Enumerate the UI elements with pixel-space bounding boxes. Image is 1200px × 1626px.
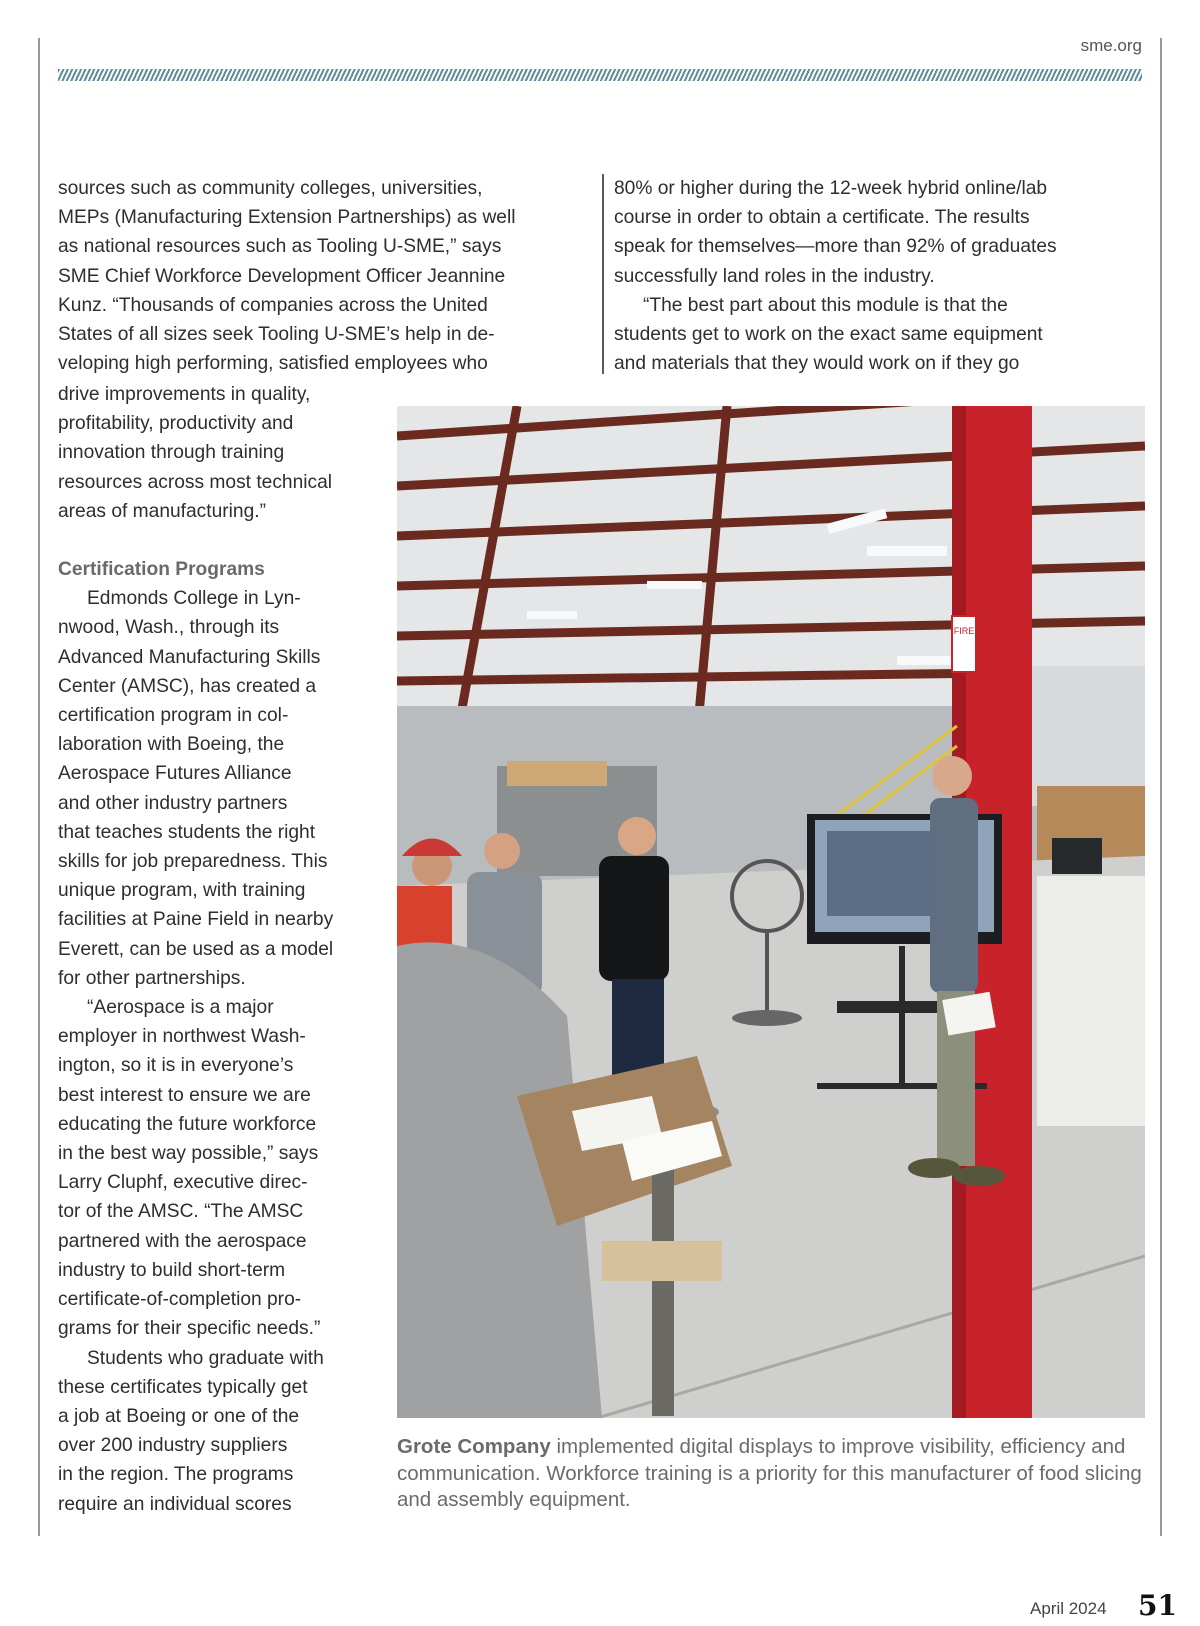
text-line: ington, so it is in everyone’s	[58, 1055, 294, 1077]
text-line: these certificates typically get	[58, 1376, 308, 1398]
caption-text: implemented digital displays to improve visibility, efficiency and communication. Workforce training is a priority for this manufacturer of food slicing and assembly equipment.	[397, 1435, 1142, 1511]
column-a	[58, 174, 590, 378]
text-line: sources such as community colleges, universities,	[58, 178, 483, 199]
text-line: profitability, productivity and	[58, 413, 294, 435]
text-line: “The best part about this module is that the	[643, 294, 1008, 316]
section-heading: Certification Programs	[58, 559, 265, 581]
column-separator	[602, 174, 604, 374]
text-line: a job at Boeing or one of the	[58, 1405, 300, 1427]
text-line: veloping high performing, satisfied employees who	[58, 353, 488, 375]
factory-training-photo	[397, 406, 1145, 1418]
text-line: innovation through training	[58, 442, 285, 464]
text-line: require an individual scores	[58, 1493, 292, 1515]
text-line: resources across most technical	[58, 471, 333, 493]
text-line: drive improvements in quality,	[58, 384, 311, 405]
narrow-column	[58, 380, 380, 1519]
text-line: employer in northwest Wash-	[58, 1026, 306, 1048]
text-line: over 200 industry suppliers	[58, 1435, 288, 1457]
text-line: areas of manufacturing.”	[58, 500, 266, 522]
text-line: Aerospace Futures Alliance	[58, 763, 292, 785]
text-line: MEPs (Manufacturing Extension Partnerships) as well	[58, 207, 516, 229]
text-line: “Aerospace is a major	[87, 997, 274, 1019]
text-line: and other industry partners	[58, 792, 288, 814]
text-line: nwood, Wash., through its	[58, 617, 280, 639]
text-line: in the region. The programs	[58, 1464, 294, 1486]
text-line: speak for themselves—more than 92% of graduates	[614, 236, 1057, 258]
text-line: 80% or higher during the 12-week hybrid online/lab	[614, 178, 1048, 199]
site-url: sme.org	[1080, 36, 1142, 55]
left-margin-rule	[38, 38, 40, 1536]
fire-sign-text: FIRE	[953, 626, 975, 636]
issue-date: April 2024	[1030, 1599, 1107, 1618]
text-line: Students who graduate with	[87, 1347, 324, 1369]
text-line: and materials that they would work on if they go	[614, 353, 1020, 375]
text-line: SME Chief Workforce Development Officer Jeannine	[58, 265, 506, 287]
text-line: Center (AMSC), has created a	[58, 675, 317, 697]
text-line: Advanced Manufacturing Skills	[58, 646, 321, 668]
text-line: facilities at Paine Field in nearby	[58, 909, 334, 931]
caption-company: Grote Company	[397, 1435, 551, 1458]
page-number: 51	[1138, 1589, 1177, 1622]
text-line: partnered with the aerospace	[58, 1230, 307, 1252]
text-line: Edmonds College in Lyn-	[87, 588, 301, 610]
text-line: Larry Cluphf, executive direc-	[58, 1172, 308, 1194]
text-line: industry to build short-term	[58, 1259, 286, 1281]
text-line: for other partnerships.	[58, 967, 246, 989]
text-line: States of all sizes seek Tooling U-SME’s help in de-	[58, 324, 495, 346]
text-line: grams for their specific needs.”	[58, 1318, 321, 1340]
text-line: students get to work on the exact same equipment	[614, 324, 1043, 346]
text-line: Everett, can be used as a model	[58, 938, 334, 960]
text-line: in the best way possible,” says	[58, 1143, 319, 1165]
text-line: Kunz. “Thousands of companies across the United	[58, 294, 488, 316]
text-line: skills for job preparedness. This	[58, 851, 328, 873]
text-line: successfully land roles in the industry.	[614, 265, 935, 287]
text-line: that teaches students the right	[58, 821, 316, 843]
text-line: best interest to ensure we are	[58, 1084, 311, 1106]
text-line: unique program, with training	[58, 880, 306, 902]
photo-caption	[397, 1434, 1157, 1514]
header-hatch-bar	[58, 69, 1142, 81]
text-line: certificate-of-completion pro-	[58, 1289, 302, 1311]
text-line: course in order to obtain a certificate. The results	[614, 207, 1030, 229]
text-line: as national resources such as Tooling U-SME,” says	[58, 236, 502, 258]
text-line: certification program in col-	[58, 705, 289, 727]
text-line: tor of the AMSC. “The AMSC	[58, 1201, 304, 1223]
right-margin-rule	[1160, 38, 1162, 1536]
column-b	[614, 174, 1150, 378]
text-line: educating the future workforce	[58, 1113, 317, 1135]
text-line: laboration with Boeing, the	[58, 734, 285, 756]
